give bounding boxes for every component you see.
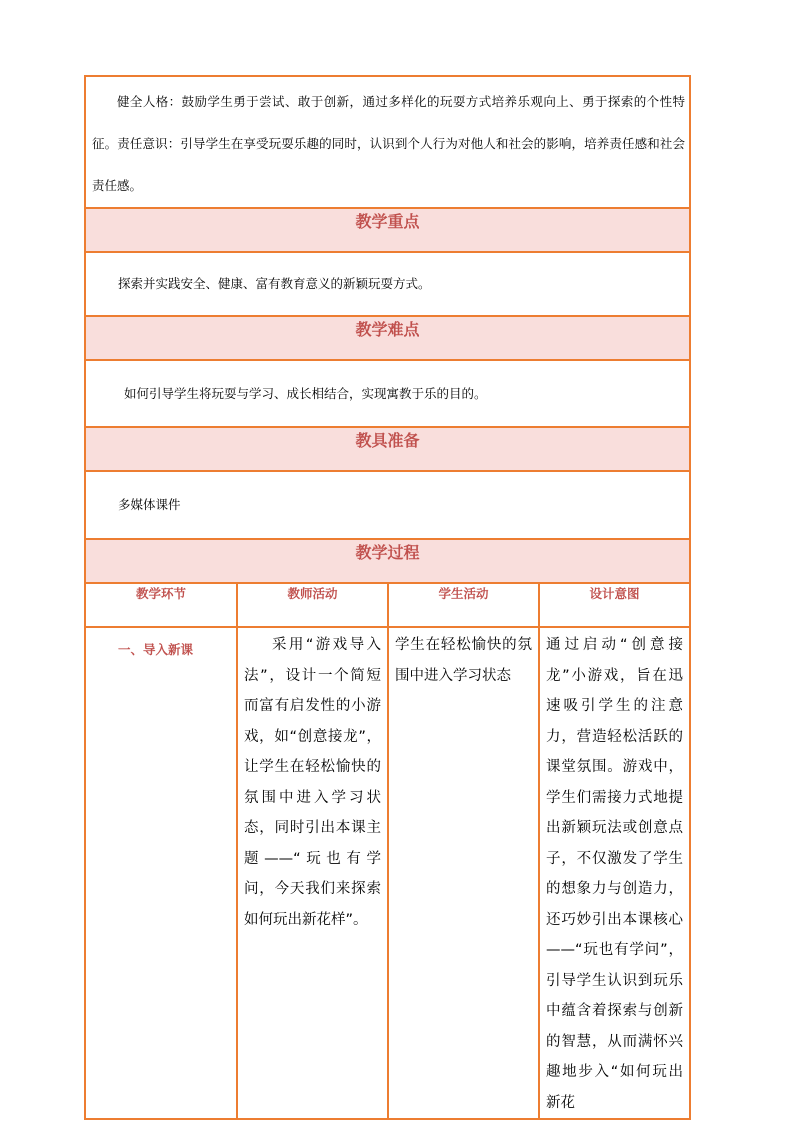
difficulty-title: 教学难点 [85,316,690,360]
difficulty-cell [85,360,690,427]
difficulty-text: 如何引导学生将玩耍与学习、成长相结合，实现寓教于乐的目的。 [124,385,487,401]
design-intent-text: 通过启动“创意接龙”小游戏，旨在迅速吸引学生的注意力，营造轻松活跃的课堂氛围。游戏中，学生们需接力式地提出新颖玩法或创意点子，不仅激发了学生的想象力与创造力，还巧妙引出本课核心——“玩也有学问”，引导学生认识到玩乐中蕴含着探索与创新的智慧，从而满怀兴趣地步入“如何玩出新花 [546,637,684,1111]
difficulty-row [85,360,690,427]
key-point-title: 教学重点 [85,208,690,252]
key-point-cell [85,252,690,316]
literacy-cell [85,76,690,208]
process-row [85,627,690,1119]
lesson-plan-table [84,75,691,1120]
teacher-activity-cell [237,627,388,1119]
process-column-headers [85,583,690,627]
materials-text: 多媒体课件 [118,497,181,512]
teacher-activity-text: 采用“游戏导入法”，设计一个简短而富有启发性的小游戏，如“创意接龙”，让学生在轻松愉快的氛围中进入学习状态，同时引出本课主题——“玩也有学问，今天我们来探索如何玩出新花样”。 [244,637,381,928]
student-activity-text: 学生在轻松愉快的氛围中进入学习状态 [395,637,532,684]
key-point-text: 探索并实践安全、健康、富有教育意义的新颖玩耍方式。 [118,276,431,291]
materials-title: 教具准备 [85,427,690,471]
column-header-stage: 教学环节 [85,583,237,627]
column-header-intent: 设计意图 [539,583,690,627]
stage-label: 一、导入新课 [118,642,194,657]
column-header-teacher: 教师活动 [237,583,388,627]
key-point-row [85,252,690,316]
key-point-header-row [85,208,690,252]
process-header-row [85,539,690,583]
materials-row [85,471,690,539]
materials-header-row [85,427,690,471]
student-activity-cell [388,627,539,1119]
design-intent-cell [539,627,690,1119]
literacy-row [85,76,690,208]
difficulty-header-row [85,316,690,360]
literacy-text: 健全人格：鼓励学生勇于尝试、敢于创新，通过多样化的玩耍方式培养乐观向上、勇于探索的个性特征。责任意识：引导学生在享受玩耍乐趣的同时，认识到个人行为对他人和社会的影响，培养责任感和社会责任感。 [92,94,686,193]
process-title: 教学过程 [85,539,690,583]
column-header-student: 学生活动 [388,583,539,627]
stage-cell [85,627,237,1119]
materials-cell [85,471,690,539]
